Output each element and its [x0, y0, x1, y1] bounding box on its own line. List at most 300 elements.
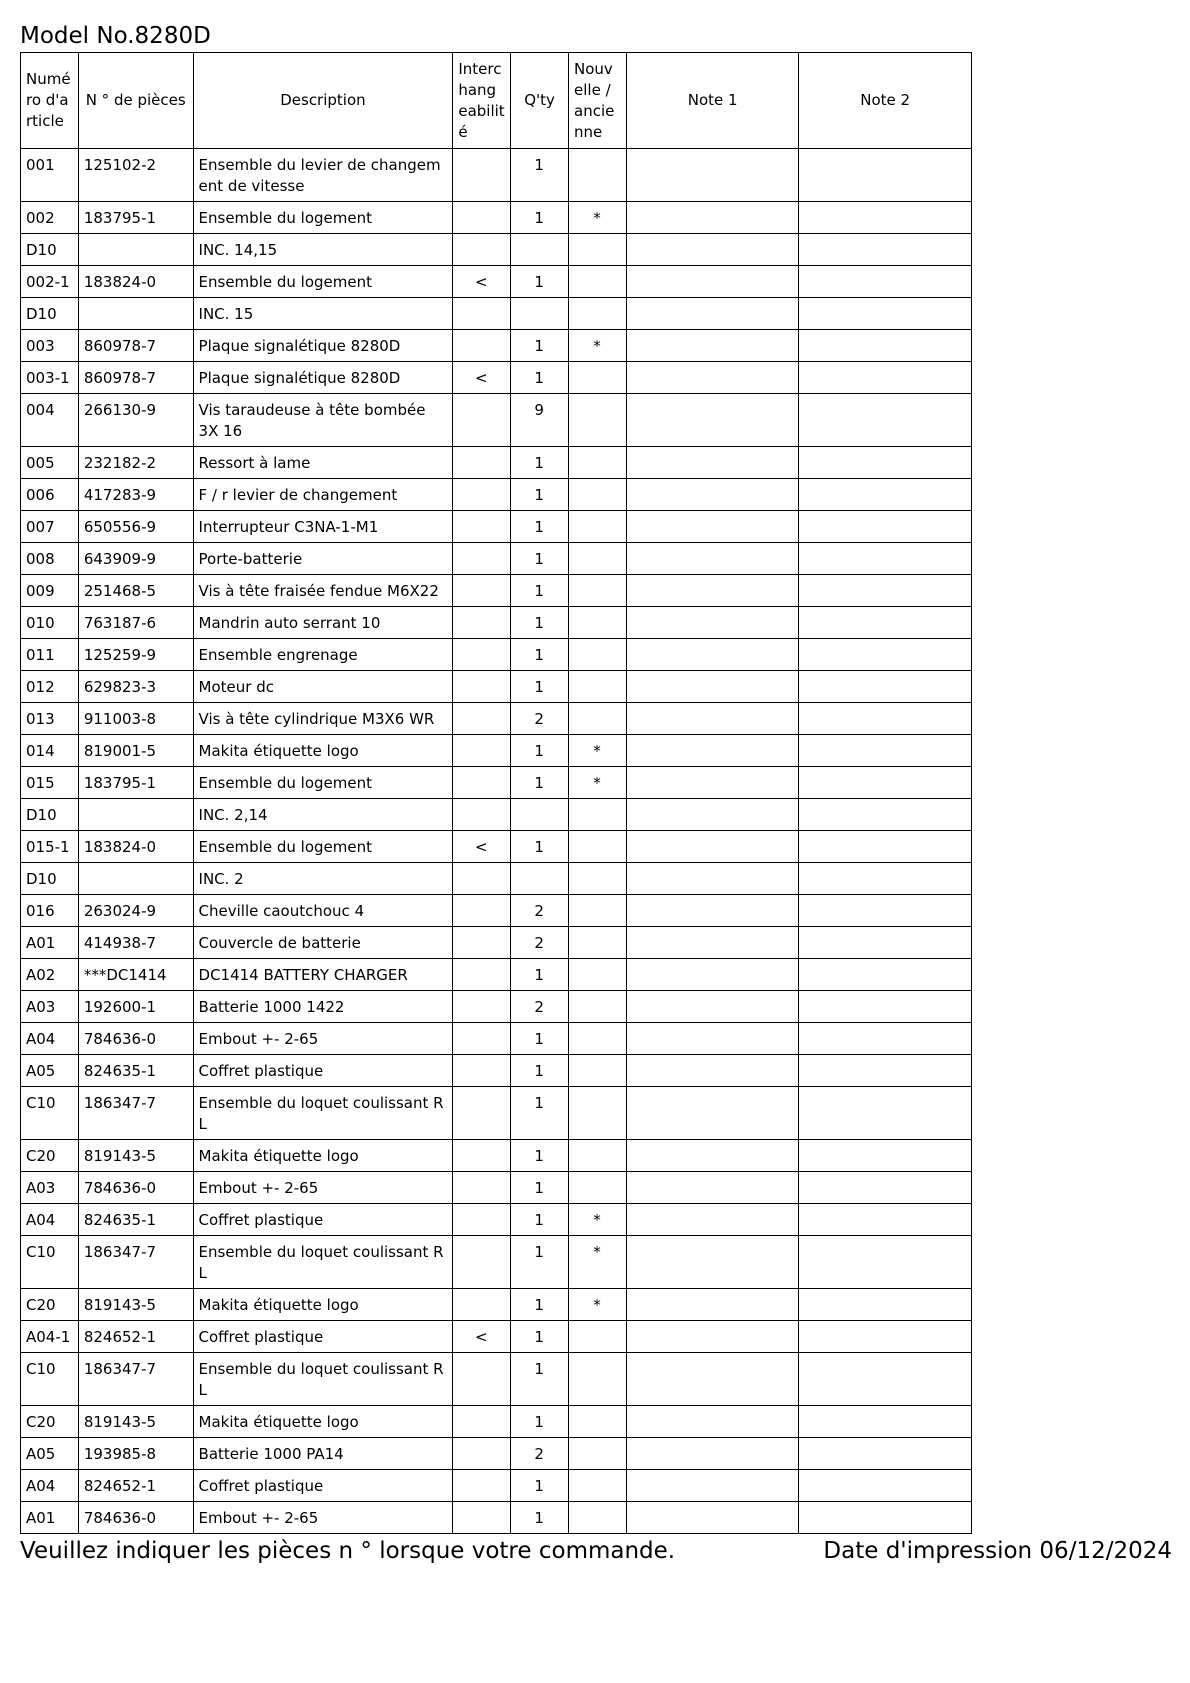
cell-item-no: D10: [21, 298, 79, 330]
cell-note-2: [799, 1438, 972, 1470]
cell-qty: 1: [511, 1406, 569, 1438]
cell-item-no: 010: [21, 607, 79, 639]
cell-new-old: [569, 1321, 627, 1353]
cell-part-no: 183795-1: [78, 202, 193, 234]
table-row: [21, 1470, 972, 1502]
cell-note-1: [626, 1406, 799, 1438]
cell-description: Ensemble du logement: [193, 202, 453, 234]
cell-item-no: D10: [21, 799, 79, 831]
cell-new-old: *: [569, 1289, 627, 1321]
cell-interchangeability: [453, 330, 511, 362]
table-row: [21, 1502, 972, 1534]
table-row: [21, 1438, 972, 1470]
footer-print-date: Date d'impression 06/12/2024: [823, 1538, 1172, 1564]
cell-note-1: [626, 959, 799, 991]
cell-interchangeability: [453, 1470, 511, 1502]
cell-note-2: [799, 831, 972, 863]
table-row: [21, 575, 972, 607]
cell-note-1: [626, 1289, 799, 1321]
table-row: [21, 767, 972, 799]
cell-part-no: 183795-1: [78, 767, 193, 799]
cell-qty: 1: [511, 202, 569, 234]
cell-description: INC. 14,15: [193, 234, 453, 266]
cell-interchangeability: [453, 607, 511, 639]
cell-item-no: C20: [21, 1140, 79, 1172]
cell-description: Vis à tête cylindrique M3X6 WR: [193, 703, 453, 735]
cell-note-2: [799, 202, 972, 234]
cell-item-no: 008: [21, 543, 79, 575]
cell-interchangeability: [453, 1023, 511, 1055]
cell-note-2: [799, 895, 972, 927]
cell-note-1: [626, 1470, 799, 1502]
cell-part-no: 266130-9: [78, 394, 193, 447]
cell-new-old: *: [569, 202, 627, 234]
cell-new-old: [569, 543, 627, 575]
cell-qty: 2: [511, 927, 569, 959]
cell-note-2: [799, 266, 972, 298]
cell-interchangeability: [453, 895, 511, 927]
cell-note-2: [799, 863, 972, 895]
cell-note-2: [799, 511, 972, 543]
cell-interchangeability: [453, 543, 511, 575]
table-row: [21, 394, 972, 447]
cell-new-old: [569, 1438, 627, 1470]
cell-new-old: [569, 1353, 627, 1406]
cell-description: Coffret plastique: [193, 1321, 453, 1353]
table-row: [21, 511, 972, 543]
cell-note-2: [799, 1321, 972, 1353]
cell-new-old: *: [569, 767, 627, 799]
cell-note-2: [799, 1353, 972, 1406]
cell-item-no: 003: [21, 330, 79, 362]
cell-interchangeability: [453, 511, 511, 543]
cell-description: Batterie 1000 1422: [193, 991, 453, 1023]
cell-item-no: C10: [21, 1236, 79, 1289]
cell-note-2: [799, 767, 972, 799]
cell-part-no: 183824-0: [78, 266, 193, 298]
cell-qty: 1: [511, 1321, 569, 1353]
cell-description: Ensemble du loquet coulissant R L: [193, 1353, 453, 1406]
cell-new-old: [569, 234, 627, 266]
cell-qty: 1: [511, 1055, 569, 1087]
cell-qty: [511, 799, 569, 831]
table-row: [21, 735, 972, 767]
cell-item-no: 007: [21, 511, 79, 543]
table-row: [21, 799, 972, 831]
cell-new-old: [569, 479, 627, 511]
cell-qty: 1: [511, 671, 569, 703]
cell-note-1: [626, 266, 799, 298]
cell-interchangeability: [453, 447, 511, 479]
cell-interchangeability: [453, 863, 511, 895]
cell-note-1: [626, 927, 799, 959]
table-row: [21, 1172, 972, 1204]
cell-interchangeability: [453, 671, 511, 703]
cell-item-no: 002-1: [21, 266, 79, 298]
cell-note-2: [799, 1087, 972, 1140]
cell-item-no: 006: [21, 479, 79, 511]
cell-note-1: [626, 767, 799, 799]
cell-part-no: 414938-7: [78, 927, 193, 959]
table-row: [21, 1321, 972, 1353]
table-row: [21, 1087, 972, 1140]
cell-new-old: [569, 1406, 627, 1438]
cell-new-old: [569, 149, 627, 202]
cell-qty: 1: [511, 543, 569, 575]
cell-interchangeability: [453, 1087, 511, 1140]
cell-note-1: [626, 298, 799, 330]
cell-description: DC1414 BATTERY CHARGER: [193, 959, 453, 991]
cell-item-no: C20: [21, 1289, 79, 1321]
cell-new-old: [569, 1470, 627, 1502]
table-header-row: [21, 53, 972, 149]
cell-new-old: [569, 863, 627, 895]
cell-new-old: [569, 298, 627, 330]
cell-part-no: 417283-9: [78, 479, 193, 511]
cell-item-no: C20: [21, 1406, 79, 1438]
cell-part-no: 784636-0: [78, 1502, 193, 1534]
cell-note-1: [626, 1204, 799, 1236]
cell-item-no: C10: [21, 1353, 79, 1406]
cell-note-1: [626, 1023, 799, 1055]
cell-interchangeability: [453, 1055, 511, 1087]
cell-note-2: [799, 1502, 972, 1534]
table-row: [21, 1406, 972, 1438]
header-description: Description: [193, 53, 453, 149]
cell-part-no: [78, 799, 193, 831]
cell-description: Embout +- 2-65: [193, 1172, 453, 1204]
cell-interchangeability: [453, 1289, 511, 1321]
cell-part-no: 251468-5: [78, 575, 193, 607]
cell-qty: 1: [511, 479, 569, 511]
cell-description: Plaque signalétique 8280D: [193, 330, 453, 362]
table-row: [21, 607, 972, 639]
cell-description: Ensemble du levier de changem ent de vitesse: [193, 149, 453, 202]
cell-note-1: [626, 831, 799, 863]
cell-interchangeability: [453, 1172, 511, 1204]
cell-note-2: [799, 671, 972, 703]
cell-description: Embout +- 2-65: [193, 1502, 453, 1534]
cell-note-1: [626, 991, 799, 1023]
cell-interchangeability: [453, 1140, 511, 1172]
cell-part-no: 860978-7: [78, 362, 193, 394]
cell-new-old: *: [569, 735, 627, 767]
cell-new-old: [569, 703, 627, 735]
cell-qty: 1: [511, 362, 569, 394]
table-row: [21, 671, 972, 703]
cell-note-1: [626, 543, 799, 575]
cell-interchangeability: [453, 1502, 511, 1534]
cell-interchangeability: [453, 1406, 511, 1438]
cell-note-2: [799, 234, 972, 266]
cell-interchangeability: <: [453, 1321, 511, 1353]
cell-qty: 1: [511, 1023, 569, 1055]
cell-note-1: [626, 511, 799, 543]
cell-part-no: 192600-1: [78, 991, 193, 1023]
cell-qty: 1: [511, 1353, 569, 1406]
cell-note-1: [626, 1438, 799, 1470]
table-row: [21, 991, 972, 1023]
parts-table: [20, 52, 972, 1534]
cell-qty: 1: [511, 1289, 569, 1321]
cell-interchangeability: [453, 735, 511, 767]
cell-qty: 2: [511, 895, 569, 927]
cell-note-1: [626, 1055, 799, 1087]
cell-note-1: [626, 799, 799, 831]
table-row: [21, 639, 972, 671]
cell-qty: [511, 234, 569, 266]
cell-part-no: 860978-7: [78, 330, 193, 362]
cell-note-2: [799, 479, 972, 511]
table-row: [21, 362, 972, 394]
table-row: [21, 1055, 972, 1087]
cell-note-2: [799, 298, 972, 330]
cell-interchangeability: [453, 149, 511, 202]
cell-note-1: [626, 1087, 799, 1140]
cell-item-no: A01: [21, 927, 79, 959]
cell-note-2: [799, 1406, 972, 1438]
cell-item-no: 001: [21, 149, 79, 202]
cell-item-no: C10: [21, 1087, 79, 1140]
cell-part-no: 824652-1: [78, 1321, 193, 1353]
cell-note-2: [799, 1470, 972, 1502]
cell-qty: 1: [511, 607, 569, 639]
cell-qty: 1: [511, 1502, 569, 1534]
cell-new-old: [569, 895, 627, 927]
cell-description: INC. 15: [193, 298, 453, 330]
cell-description: Ensemble du logement: [193, 767, 453, 799]
cell-qty: 1: [511, 575, 569, 607]
table-row: [21, 703, 972, 735]
table-row: [21, 149, 972, 202]
cell-description: Ensemble du logement: [193, 266, 453, 298]
cell-note-2: [799, 1023, 972, 1055]
cell-new-old: [569, 1140, 627, 1172]
header-note-2: Note 2: [799, 53, 972, 149]
cell-new-old: [569, 607, 627, 639]
cell-qty: 9: [511, 394, 569, 447]
cell-item-no: 002: [21, 202, 79, 234]
cell-description: Vis taraudeuse à tête bombée 3X 16: [193, 394, 453, 447]
cell-note-1: [626, 639, 799, 671]
header-interchangeability: Interc hang eabilit é: [453, 53, 511, 149]
cell-description: Couvercle de batterie: [193, 927, 453, 959]
table-row: [21, 543, 972, 575]
table-row: [21, 895, 972, 927]
cell-note-2: [799, 1055, 972, 1087]
cell-part-no: 263024-9: [78, 895, 193, 927]
cell-new-old: [569, 266, 627, 298]
cell-note-1: [626, 1172, 799, 1204]
cell-description: Makita étiquette logo: [193, 1406, 453, 1438]
table-row: [21, 1236, 972, 1289]
cell-item-no: A04-1: [21, 1321, 79, 1353]
header-qty: Q'ty: [511, 53, 569, 149]
cell-qty: 1: [511, 266, 569, 298]
cell-item-no: A01: [21, 1502, 79, 1534]
cell-note-1: [626, 1321, 799, 1353]
cell-interchangeability: <: [453, 831, 511, 863]
cell-description: Vis à tête fraisée fendue M6X22: [193, 575, 453, 607]
table-row: [21, 1289, 972, 1321]
table-row: [21, 1353, 972, 1406]
cell-qty: 1: [511, 1204, 569, 1236]
cell-item-no: 012: [21, 671, 79, 703]
cell-part-no: 819143-5: [78, 1140, 193, 1172]
cell-description: Coffret plastique: [193, 1470, 453, 1502]
table-row: [21, 447, 972, 479]
cell-note-1: [626, 234, 799, 266]
cell-part-no: 819143-5: [78, 1406, 193, 1438]
cell-qty: 1: [511, 959, 569, 991]
cell-qty: 1: [511, 831, 569, 863]
table-row: [21, 479, 972, 511]
cell-part-no: 819143-5: [78, 1289, 193, 1321]
cell-qty: 1: [511, 1087, 569, 1140]
cell-description: Ensemble du logement: [193, 831, 453, 863]
cell-new-old: [569, 362, 627, 394]
cell-item-no: D10: [21, 863, 79, 895]
cell-part-no: [78, 234, 193, 266]
cell-part-no: 911003-8: [78, 703, 193, 735]
cell-note-1: [626, 575, 799, 607]
cell-item-no: 011: [21, 639, 79, 671]
cell-interchangeability: [453, 927, 511, 959]
cell-description: Ensemble engrenage: [193, 639, 453, 671]
cell-interchangeability: [453, 479, 511, 511]
cell-interchangeability: [453, 799, 511, 831]
cell-note-2: [799, 959, 972, 991]
cell-note-2: [799, 735, 972, 767]
table-row: [21, 298, 972, 330]
table-row: [21, 1204, 972, 1236]
cell-note-1: [626, 703, 799, 735]
cell-note-2: [799, 639, 972, 671]
cell-part-no: 183824-0: [78, 831, 193, 863]
cell-qty: 1: [511, 1470, 569, 1502]
cell-note-2: [799, 1236, 972, 1289]
cell-description: Mandrin auto serrant 10: [193, 607, 453, 639]
cell-interchangeability: [453, 234, 511, 266]
cell-note-1: [626, 863, 799, 895]
cell-new-old: [569, 639, 627, 671]
cell-new-old: [569, 575, 627, 607]
cell-note-1: [626, 1353, 799, 1406]
cell-part-no: 186347-7: [78, 1087, 193, 1140]
cell-part-no: 824652-1: [78, 1470, 193, 1502]
table-row: [21, 959, 972, 991]
cell-item-no: A05: [21, 1438, 79, 1470]
header-part-no: N ° de pièces: [78, 53, 193, 149]
cell-description: Makita étiquette logo: [193, 735, 453, 767]
cell-item-no: A03: [21, 991, 79, 1023]
cell-new-old: [569, 671, 627, 703]
cell-interchangeability: [453, 1353, 511, 1406]
cell-interchangeability: [453, 703, 511, 735]
cell-description: INC. 2: [193, 863, 453, 895]
cell-note-2: [799, 1172, 972, 1204]
cell-item-no: 016: [21, 895, 79, 927]
cell-interchangeability: <: [453, 362, 511, 394]
cell-interchangeability: [453, 1236, 511, 1289]
cell-note-1: [626, 362, 799, 394]
cell-part-no: 643909-9: [78, 543, 193, 575]
cell-description: Makita étiquette logo: [193, 1289, 453, 1321]
cell-new-old: [569, 1172, 627, 1204]
cell-note-2: [799, 330, 972, 362]
cell-qty: 1: [511, 1236, 569, 1289]
cell-description: Moteur dc: [193, 671, 453, 703]
cell-item-no: A04: [21, 1204, 79, 1236]
cell-part-no: 629823-3: [78, 671, 193, 703]
table-row: [21, 927, 972, 959]
cell-part-no: 819001-5: [78, 735, 193, 767]
cell-qty: 1: [511, 639, 569, 671]
cell-note-2: [799, 703, 972, 735]
cell-part-no: 232182-2: [78, 447, 193, 479]
cell-item-no: D10: [21, 234, 79, 266]
cell-qty: 2: [511, 991, 569, 1023]
cell-qty: 1: [511, 330, 569, 362]
cell-note-1: [626, 330, 799, 362]
cell-description: Ensemble du loquet coulissant R L: [193, 1236, 453, 1289]
cell-note-1: [626, 1236, 799, 1289]
cell-description: F / r levier de changement: [193, 479, 453, 511]
cell-qty: 1: [511, 735, 569, 767]
cell-new-old: [569, 394, 627, 447]
cell-note-1: [626, 1140, 799, 1172]
cell-item-no: 015-1: [21, 831, 79, 863]
cell-note-1: [626, 895, 799, 927]
cell-note-1: [626, 394, 799, 447]
cell-part-no: 193985-8: [78, 1438, 193, 1470]
cell-interchangeability: [453, 202, 511, 234]
cell-description: Porte-batterie: [193, 543, 453, 575]
cell-description: INC. 2,14: [193, 799, 453, 831]
cell-new-old: [569, 1087, 627, 1140]
cell-qty: 1: [511, 1140, 569, 1172]
cell-item-no: 015: [21, 767, 79, 799]
cell-description: Embout +- 2-65: [193, 1023, 453, 1055]
cell-note-1: [626, 1502, 799, 1534]
footer-order-note: Veuillez indiquer les pièces n ° lorsque votre commande.: [20, 1538, 676, 1564]
cell-interchangeability: [453, 767, 511, 799]
cell-interchangeability: [453, 1438, 511, 1470]
header-item-no: Numé ro d'a rticle: [21, 53, 79, 149]
cell-qty: [511, 298, 569, 330]
cell-note-2: [799, 927, 972, 959]
cell-note-1: [626, 202, 799, 234]
table-row: [21, 266, 972, 298]
cell-new-old: [569, 991, 627, 1023]
cell-part-no: 186347-7: [78, 1353, 193, 1406]
cell-item-no: 014: [21, 735, 79, 767]
cell-part-no: 824635-1: [78, 1204, 193, 1236]
cell-note-1: [626, 447, 799, 479]
cell-note-1: [626, 607, 799, 639]
cell-note-2: [799, 394, 972, 447]
cell-qty: 1: [511, 1172, 569, 1204]
cell-qty: 1: [511, 149, 569, 202]
cell-new-old: *: [569, 1204, 627, 1236]
cell-description: Cheville caoutchouc 4: [193, 895, 453, 927]
page-title: Model No.8280D: [20, 23, 211, 49]
cell-item-no: 004: [21, 394, 79, 447]
cell-qty: 1: [511, 767, 569, 799]
cell-item-no: A05: [21, 1055, 79, 1087]
cell-item-no: 013: [21, 703, 79, 735]
cell-interchangeability: <: [453, 266, 511, 298]
